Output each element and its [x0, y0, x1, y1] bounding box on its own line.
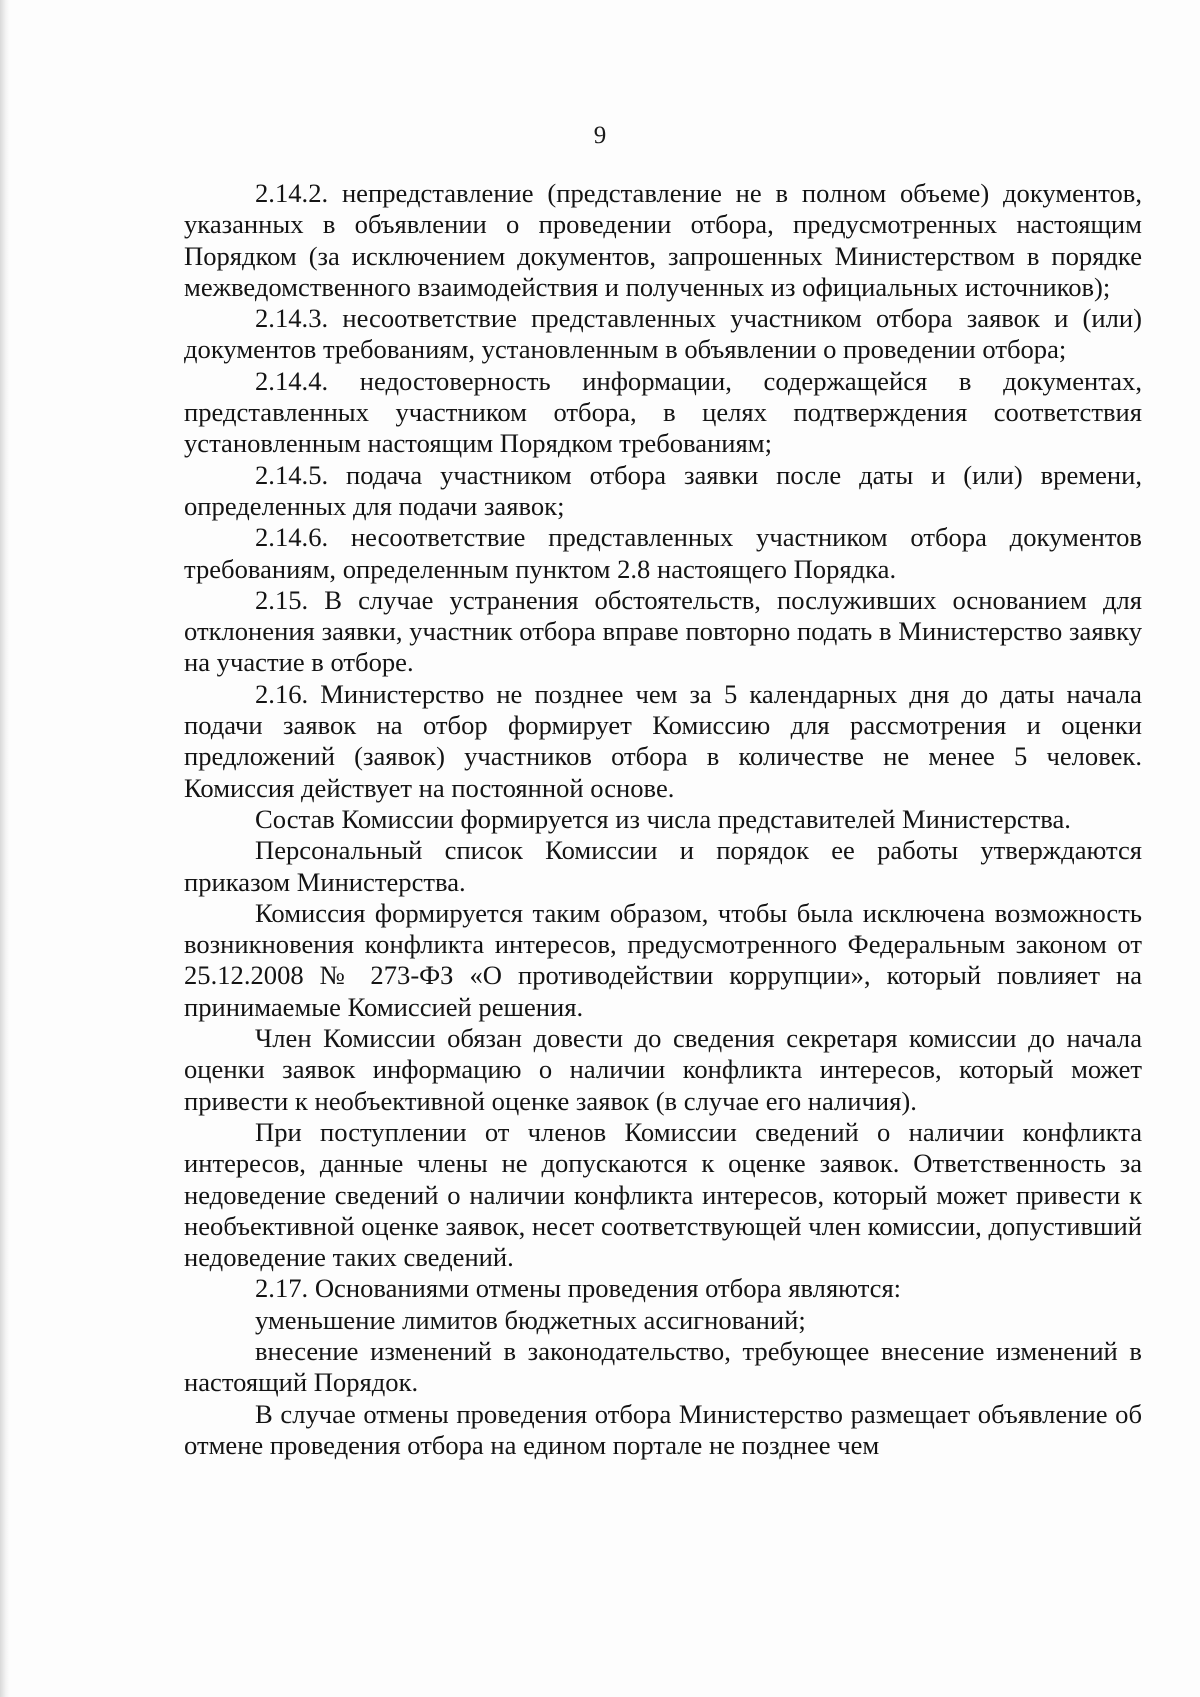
page-number: 9 [593, 122, 607, 149]
paragraph-2-15: 2.15. В случае устранения обстоятельств, послуживших основанием для отклонения заявки, участник отбора вправе повторно подать в Министерство заявку на участие в отборе. [184, 584, 1142, 678]
paragraph-commission-composition: Состав Комиссии формируется из числа представителей Министерства. [255, 803, 1071, 834]
paragraph-2-17: 2.17. Основаниями отмены проведения отбора являются: [255, 1273, 902, 1304]
paragraph-cancellation-notice: В случае отмены проведения отбора Министерство размещает объявление об отмене проведения отбора на едином портале не позднее чем [184, 1398, 1142, 1460]
paragraph-2-14-2: 2.14.2. непредставление (представление не в полном объеме) документов, указанных в объявлении о проведении отбора, предусмотренных настоящим Порядком (за исключением документов, запрошенных Министерством в порядке межведомственного взаимодействия и полученных из официальных источников); [184, 178, 1142, 302]
scan-edge-shadow [0, 0, 10, 1697]
document-body [184, 178, 1142, 1461]
paragraph-conflict-of-interest: Комиссия формируется таким образом, чтобы была исключена возможность возникновения конфликта интересов, предусмотренного Федеральным законом от 25.12.2008 № 273-ФЗ «О противодействии коррупции», который повлияет на принимаемые Комиссией решения. [184, 897, 1142, 1022]
paragraph-2-16: 2.16. Министерство не позднее чем за 5 календарных дня до даты начала подачи заявок на отбор формирует Комиссию для рассмотрения и оценки предложений (заявок) участников отбора в количестве не менее 5 человек. Комиссия действует на постоянной основе. [184, 678, 1142, 803]
paragraph-member-duty: Член Комиссии обязан довести до сведения секретаря комиссии до начала оценки заявок информацию о наличии конфликта интересов, который может привести к необъективной оценке заявок (в случае его наличия). [184, 1023, 1142, 1116]
paragraph-2-14-5: 2.14.5. подача участником отбора заявки после даты и (или) времени, определенных для подачи заявок; [184, 459, 1142, 521]
paragraph-legislation-change: внесение изменений в законодательство, требующее внесение изменений в настоящий Порядок. [184, 1335, 1142, 1398]
paragraph-2-14-4: 2.14.4. недостоверность информации, содержащейся в документах, представленных участником отбора, в целях подтверждения соответствия установленным настоящим Порядком требованиям; [184, 365, 1142, 459]
paragraph-member-exclusion: При поступлении от членов Комиссии сведений о наличии конфликта интересов, данные члены не допускаются к оценке заявок. Ответственность за недоведение сведений о наличии конфликта интересов, который может привести к необъективной оценке заявок, несет соответствующей член комиссии, допустивший недоведение таких сведений. [184, 1116, 1142, 1273]
paragraph-commission-list: Персональный список Комиссии и порядок ее работы утверждаются приказом Министерства. [184, 835, 1142, 897]
paragraph-budget-reduction: уменьшение лимитов бюджетных ассигнований; [255, 1304, 806, 1335]
paragraph-2-14-6: 2.14.6. несоответствие представленных участником отбора документов требованиям, определенным пунктом 2.8 настоящего Порядка. [184, 522, 1142, 584]
paragraph-2-14-3: 2.14.3. несоответствие представленных участником отбора заявок и (или) документов требованиям, установленным в объявлении о проведении отбора; [184, 303, 1142, 365]
